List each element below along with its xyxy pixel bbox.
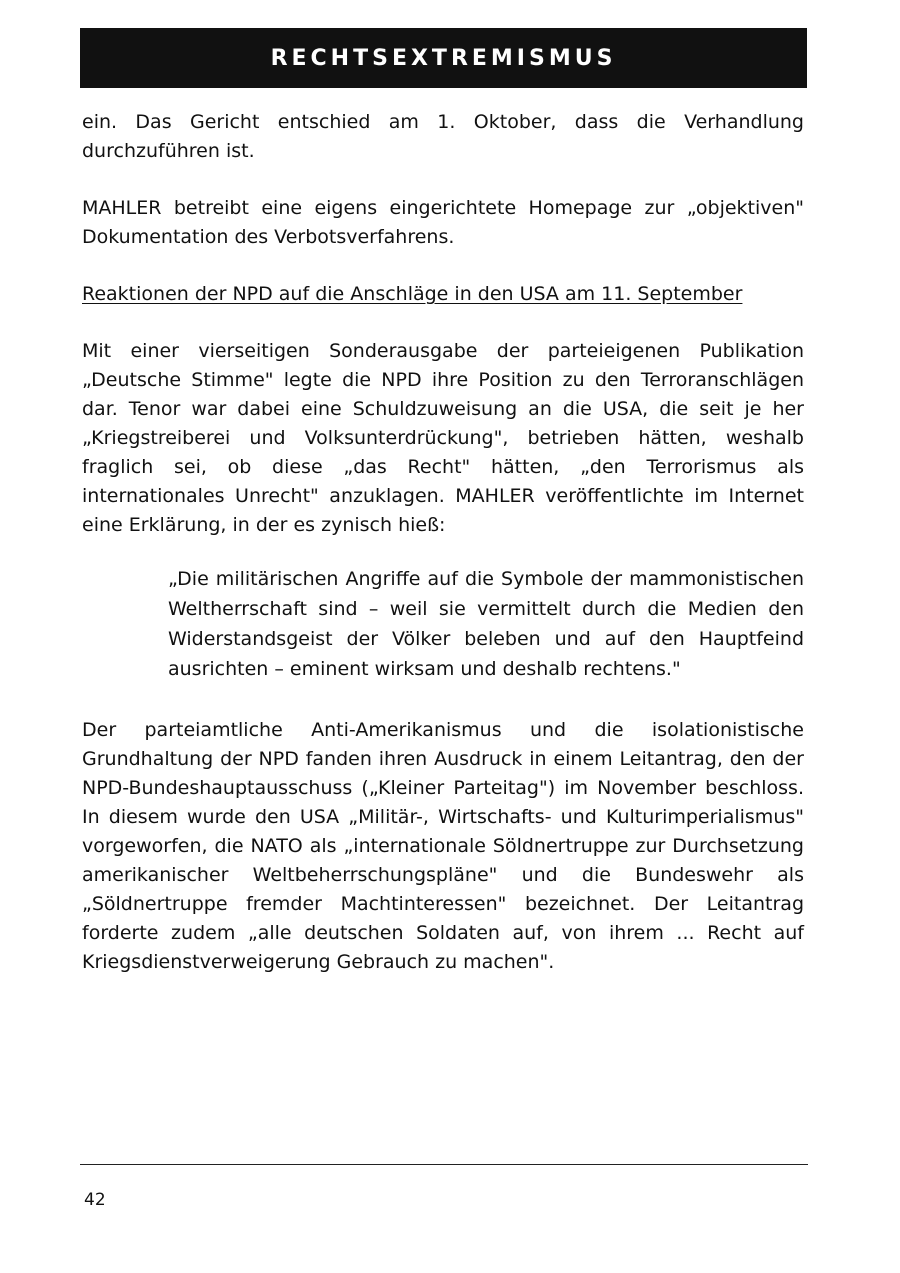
section-header-bar <box>80 28 807 88</box>
footer-divider <box>80 1164 808 1165</box>
section-subheading: Reaktionen der NPD auf die Anschläge in den USA am 11. September <box>82 283 743 305</box>
page-number: 42 <box>84 1190 106 1210</box>
section-title: RECHTSEXTREMISMUS <box>270 45 617 71</box>
paragraph-anti-americanism: Der parteiamtliche Anti-Amerikanismus und die isolationistische Grundhaltung der NPD fanden ihren Ausdruck in einem Leitantrag, den der NPD-Bundeshauptausschuss („Kleiner Parteitag") im November beschloss. In diesem wurde den USA „Militär-, Wirtschafts- und Kulturimperialismus" vorgeworfen, die NATO als „internationale Söldnertruppe zur Durchsetzung amerikanischer Weltbeherrschungspläne" und die Bundeswehr als „Söldnertruppe fremder Machtinteressen" bezeichnet. Der Leitantrag forderte zudem „alle deutschen Soldaten auf, von ihrem ... Recht auf Kriegsdienstverweigerung Gebrauch zu machen". <box>82 719 804 973</box>
paragraph-npd-reactions: Mit einer vierseitigen Sonderausgabe der parteieigenen Publikation „Deutsche Stimme" legte die NPD ihre Position zu den Terroranschlägen dar. Tenor war dabei eine Schuldzuweisung an die USA, die seit je her „Kriegstreiberei und Volksunterdrückung", betrieben hätten, weshalb fraglich sei, ob diese „das Recht" hätten, „den Terrorismus als internationales Unrecht" anzuklagen. MAHLER veröffentlichte im Internet eine Erklärung, in der es zynisch hieß: <box>82 340 804 536</box>
paragraph-homepage: MAHLER betreibt eine eigens eingerichtete Homepage zur „objektiven" Dokumentation des Verbotsverfahrens. <box>82 197 804 248</box>
page-content <box>82 108 804 977</box>
block-quote: „Die militärischen Angriffe auf die Symbole der mammonistischen Weltherrschaft sind – weil sie vermittelt durch die Medien den Widerstandsgeist der Völker beleben und auf den Hauptfeind ausrichten – eminent wirksam und deshalb rechtens." <box>168 568 804 680</box>
paragraph-continuation: ein. Das Gericht entschied am 1. Oktober, dass die Verhandlung durchzuführen ist. <box>82 111 804 162</box>
